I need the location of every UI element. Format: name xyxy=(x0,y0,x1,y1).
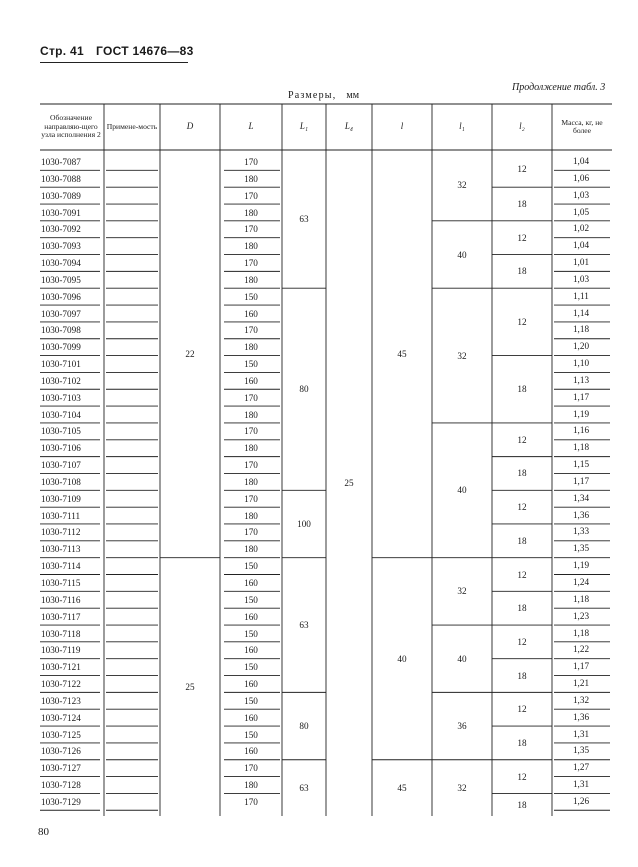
row-mass: 1,23 xyxy=(572,610,590,621)
continuation-note: Продолжение табл. 3 xyxy=(512,82,606,93)
row-mass: 1,17 xyxy=(572,661,590,672)
span-L1: 63 xyxy=(299,620,309,631)
row-L: 180 xyxy=(244,780,258,791)
row-code: 1030-7111 xyxy=(41,510,81,521)
span-l2: 12 xyxy=(517,636,527,647)
row-code: 1030-7114 xyxy=(41,561,81,572)
row-code: 1030-7097 xyxy=(41,308,81,319)
span-l2: 12 xyxy=(517,704,527,715)
span-l1: 32 xyxy=(457,180,467,191)
span-l2: 18 xyxy=(517,266,527,277)
row-L: 180 xyxy=(244,510,258,521)
row-mass: 1,11 xyxy=(573,290,589,301)
span-l2: 18 xyxy=(517,799,527,810)
row-L: 180 xyxy=(244,544,258,555)
span-l: 45 xyxy=(397,348,407,359)
row-mass: 1,15 xyxy=(572,459,590,470)
span-D: 25 xyxy=(185,681,195,692)
row-L: 180 xyxy=(244,342,258,353)
span-l2: 18 xyxy=(517,199,527,210)
row-L: 160 xyxy=(244,712,258,723)
row-code: 1030-7104 xyxy=(41,409,81,420)
span-L1: 100 xyxy=(297,518,311,529)
row-mass: 1,32 xyxy=(572,694,590,705)
row-code: 1030-7107 xyxy=(41,460,81,471)
row-L: 180 xyxy=(244,409,258,420)
span-l2: 12 xyxy=(517,771,527,782)
row-mass: 1,31 xyxy=(572,728,590,739)
row-code: 1030-7088 xyxy=(41,173,81,184)
span-l2: 12 xyxy=(517,569,527,580)
row-code: 1030-7101 xyxy=(41,359,81,370)
row-code: 1030-7109 xyxy=(41,493,81,504)
row-mass: 1,35 xyxy=(572,745,590,756)
row-mass: 1,19 xyxy=(572,560,590,571)
row-mass: 1,18 xyxy=(572,593,590,604)
span-L1: 63 xyxy=(299,782,309,793)
row-L: 160 xyxy=(244,308,258,319)
row-mass: 1,16 xyxy=(572,425,590,436)
row-mass: 1,33 xyxy=(572,526,590,537)
row-L: 160 xyxy=(244,645,258,656)
row-code: 1030-7106 xyxy=(41,443,81,454)
row-L: 150 xyxy=(244,561,258,572)
row-mass: 1,19 xyxy=(572,408,590,419)
span-l2: 18 xyxy=(517,670,527,681)
span-l2: 18 xyxy=(517,468,527,479)
row-L: 160 xyxy=(244,611,258,622)
span-l1: 32 xyxy=(457,350,467,361)
row-L: 170 xyxy=(244,325,258,336)
span-l1: 40 xyxy=(457,653,467,664)
span-L1: 63 xyxy=(299,214,309,225)
row-L: 150 xyxy=(244,662,258,673)
row-mass: 1,13 xyxy=(572,374,590,385)
span-l: 45 xyxy=(397,782,407,793)
row-mass: 1,22 xyxy=(572,644,590,655)
row-mass: 1,34 xyxy=(572,492,590,503)
row-L: 170 xyxy=(244,763,258,774)
row-code: 1030-7087 xyxy=(41,157,81,167)
row-mass: 1,36 xyxy=(572,509,590,520)
row-mass: 1,05 xyxy=(572,206,590,217)
col-header-D: D xyxy=(186,121,194,132)
row-L: 150 xyxy=(244,594,258,605)
span-l2: 18 xyxy=(517,603,527,614)
row-mass: 1,03 xyxy=(572,189,590,200)
row-mass: 1,26 xyxy=(572,795,590,806)
row-L: 160 xyxy=(244,578,258,588)
row-L: 170 xyxy=(244,796,258,807)
row-code: 1030-7115 xyxy=(41,578,81,588)
span-l2: 12 xyxy=(517,434,527,445)
row-L: 170 xyxy=(244,392,258,403)
row-code: 1030-7113 xyxy=(41,544,81,555)
row-mass: 1,04 xyxy=(572,156,590,166)
row-mass: 1,17 xyxy=(572,475,590,486)
row-mass: 1,03 xyxy=(572,273,590,284)
row-mass: 1,27 xyxy=(572,762,590,773)
row-code: 1030-7099 xyxy=(41,342,81,353)
row-L: 180 xyxy=(244,443,258,454)
row-code: 1030-7125 xyxy=(41,729,81,740)
standard-number: ГОСТ 14676—83 xyxy=(96,44,194,58)
span-l1: 32 xyxy=(457,782,467,793)
span-l: 40 xyxy=(397,653,407,664)
row-L: 150 xyxy=(244,729,258,740)
span-l2: 12 xyxy=(517,232,527,243)
row-mass: 1,31 xyxy=(572,779,590,790)
span-l2: 12 xyxy=(517,316,527,327)
row-L: 180 xyxy=(244,241,258,252)
row-L: 170 xyxy=(244,460,258,471)
row-mass: 1,18 xyxy=(572,627,590,638)
row-mass: 1,01 xyxy=(572,257,590,268)
row-L: 180 xyxy=(244,476,258,487)
row-L: 150 xyxy=(244,628,258,639)
row-L: 160 xyxy=(244,375,258,386)
row-code: 1030-7093 xyxy=(41,241,81,252)
span-l1: 36 xyxy=(457,721,467,732)
row-code: 1030-7124 xyxy=(41,712,81,723)
row-code: 1030-7102 xyxy=(41,375,81,386)
page-label: Стр. 41 xyxy=(40,44,84,58)
row-code: 1030-7122 xyxy=(41,679,81,690)
row-mass: 1,17 xyxy=(572,391,590,402)
row-L: 170 xyxy=(244,493,258,504)
span-l1: 40 xyxy=(457,249,467,260)
row-mass: 1,06 xyxy=(572,172,590,183)
span-l2: 18 xyxy=(517,737,527,748)
col-header-l2: l₂ xyxy=(519,121,525,132)
row-L: 170 xyxy=(244,157,258,167)
row-code: 1030-7112 xyxy=(41,527,81,538)
row-code: 1030-7108 xyxy=(41,476,81,487)
row-code: 1030-7089 xyxy=(41,190,81,201)
row-mass: 1,10 xyxy=(572,358,590,369)
row-mass: 1,14 xyxy=(572,307,590,318)
span-l1: 32 xyxy=(457,586,467,597)
row-code: 1030-7127 xyxy=(41,763,81,774)
col-header-code: Обозначение направляю-щего узла исполнения 2 xyxy=(41,113,101,140)
row-mass: 1,04 xyxy=(572,240,590,251)
row-L: 170 xyxy=(244,426,258,437)
row-code: 1030-7105 xyxy=(41,426,81,437)
row-code: 1030-7123 xyxy=(41,695,81,706)
row-code: 1030-7095 xyxy=(41,274,81,285)
span-L1: 80 xyxy=(299,721,309,732)
row-code: 1030-7119 xyxy=(41,645,81,656)
row-L: 170 xyxy=(244,527,258,538)
row-L: 180 xyxy=(244,207,258,218)
row-L: 160 xyxy=(244,679,258,690)
row-mass: 1,35 xyxy=(572,543,590,554)
span-l2: 18 xyxy=(517,535,527,546)
row-mass: 1,20 xyxy=(572,341,590,352)
row-code: 1030-7118 xyxy=(41,628,81,639)
row-code: 1030-7121 xyxy=(41,662,81,673)
row-code: 1030-7117 xyxy=(41,611,81,622)
col-header-L: L xyxy=(248,121,254,132)
row-code: 1030-7116 xyxy=(41,594,81,605)
row-L: 170 xyxy=(244,224,258,235)
row-mass: 1,02 xyxy=(572,223,590,234)
span-L4: 25 xyxy=(344,478,354,488)
span-l1: 40 xyxy=(457,485,467,496)
row-code: 1030-7103 xyxy=(41,392,81,403)
row-code: 1030-7096 xyxy=(41,291,81,302)
col-header-application: Примене-мость xyxy=(106,121,158,131)
row-L: 150 xyxy=(244,359,258,370)
row-mass: 1,21 xyxy=(572,678,590,689)
page-number: 80 xyxy=(38,826,49,838)
col-header-l: l xyxy=(400,121,404,132)
row-code: 1030-7126 xyxy=(41,746,81,757)
row-code: 1030-7128 xyxy=(41,780,81,791)
row-L: 170 xyxy=(244,258,258,269)
row-mass: 1,24 xyxy=(572,577,590,587)
span-D: 22 xyxy=(185,348,195,359)
row-mass: 1,18 xyxy=(572,442,590,453)
row-L: 170 xyxy=(244,190,258,201)
span-l2: 12 xyxy=(517,502,527,513)
row-mass: 1,18 xyxy=(572,324,590,335)
span-L1: 80 xyxy=(299,384,309,395)
caption-unit: мм xyxy=(346,90,360,101)
caption-text: Размеры, xyxy=(288,90,337,101)
col-header-l1: l₁ xyxy=(459,121,465,132)
row-code: 1030-7091 xyxy=(41,207,81,218)
row-code: 1030-7098 xyxy=(41,325,81,336)
row-code: 1030-7094 xyxy=(41,258,81,269)
row-code: 1030-7092 xyxy=(41,224,81,235)
row-code: 1030-7129 xyxy=(41,796,81,807)
col-header-L4: L₄ xyxy=(344,121,354,132)
span-l2: 12 xyxy=(517,163,527,174)
row-L: 150 xyxy=(244,695,258,706)
row-mass: 1,36 xyxy=(572,711,590,722)
row-L: 180 xyxy=(244,274,258,285)
col-header-L1: L₁ xyxy=(299,121,309,132)
row-L: 160 xyxy=(244,746,258,757)
row-L: 150 xyxy=(244,291,258,302)
span-l2: 18 xyxy=(517,384,527,395)
row-L: 180 xyxy=(244,173,258,184)
col-header-mass: Масса, кг, не более xyxy=(561,117,603,135)
